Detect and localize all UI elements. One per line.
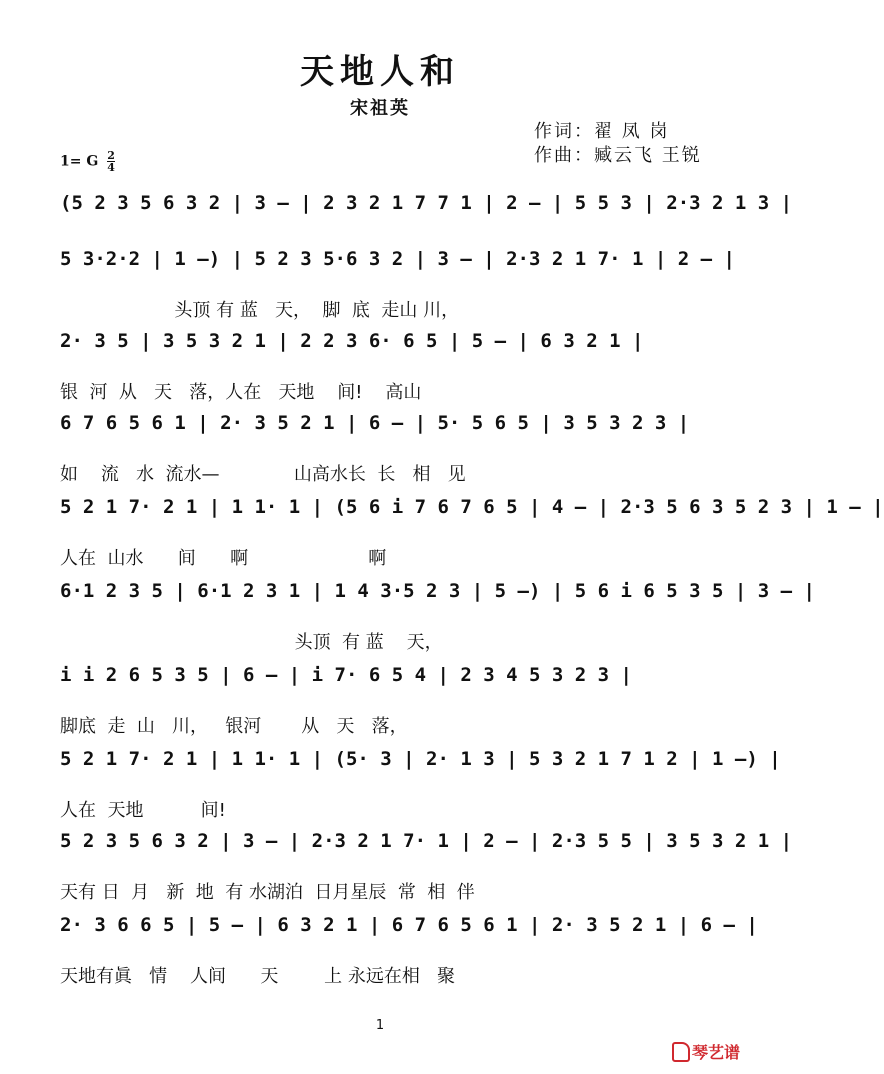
lyrics-line: 人在 山水 间 啊 啊 bbox=[60, 548, 387, 569]
notation-line: 6·1 2 3 5 | 6·1 2 3 1 | 1 4 3·5 2 3 | 5 –) | 5 6 i 6 5 3 5 | 3 – | bbox=[60, 580, 815, 602]
staff-system-9 bbox=[60, 830, 793, 910]
key-label: 1= G bbox=[60, 153, 99, 170]
notation-line: 5 2 1 7· 2 1 | 1 1· 1 | (5 6 i 7 6 7 6 5 | 4 – | 2·3 5 6 3 5 2 3 | 1 – | bbox=[60, 496, 884, 518]
staff-system-2 bbox=[60, 248, 735, 328]
staff-system-10 bbox=[60, 914, 758, 994]
site-watermark bbox=[672, 1040, 740, 1063]
notation-line: 5 2 3 5 6 3 2 | 3 – | 2·3 2 1 7· 1 | 2 – | 2·3 5 5 | 3 5 3 2 1 | bbox=[60, 830, 793, 852]
notation-line: (5 2 3 5 6 3 2 | 3 – | 2 3 2 1 7 7 1 | 2 – | 5 5 3 | 2·3 2 1 3 | bbox=[60, 192, 793, 214]
staff-system-4 bbox=[60, 412, 710, 492]
qinyipu-logo-icon bbox=[672, 1042, 690, 1062]
lyrics-line: 脚底 走 山 川， 银河 从 天 落， bbox=[60, 716, 408, 737]
watermark-text: 琴艺谱 bbox=[692, 1043, 741, 1062]
notation-line: 2· 3 6 6 5 | 5 – | 6 3 2 1 | 6 7 6 5 6 1 | 2· 3 5 2 1 | 6 – | bbox=[60, 914, 758, 936]
notation-line: i i 2 6 5 3 5 | 6 – | i 7· 6 5 4 | 2 3 4 5 3 2 3 | bbox=[60, 664, 632, 686]
lyrics-line: 头顶 有 蓝 天， bbox=[60, 632, 443, 653]
staff-system-3 bbox=[60, 330, 710, 410]
notation-line: 5 3·2·2 | 1 –) | 5 2 3 5·6 3 2 | 3 – | 2·3 2 1 7· 1 | 2 – | bbox=[60, 248, 735, 270]
lyrics-line: 天有 日 月 新 地 有 水湖泊 日月星辰 常 相 伴 bbox=[60, 882, 475, 903]
time-bottom: 4 bbox=[107, 161, 115, 174]
lyrics-line: 银 河 从 天 落，人在 天地 间! 高山 bbox=[60, 382, 422, 403]
staff-system-8 bbox=[60, 748, 781, 828]
lyrics-line: 天地有眞 情 人间 天 上 永远在相 聚 bbox=[60, 966, 456, 987]
lyricist-credit: 作词：翟 凤 岗 bbox=[534, 121, 670, 142]
notation-line: 5 2 1 7· 2 1 | 1 1· 1 | (5· 3 | 2· 1 3 | 5 3 2 1 7 1 2 | 1 –) | bbox=[60, 748, 781, 770]
song-title: 天地人和 bbox=[300, 52, 460, 92]
lyrics-line: 头顶 有 蓝 天， 脚 底 走山 川， bbox=[60, 300, 460, 321]
lyrics-line: 如 流 水 流水— 山高水长 长 相 见 bbox=[60, 464, 466, 485]
staff-system-5 bbox=[60, 496, 884, 576]
time-top: 2 bbox=[107, 149, 115, 162]
staff-system-6 bbox=[60, 580, 815, 660]
credits bbox=[534, 120, 702, 168]
lyrics-line: 人在 天地 间! bbox=[60, 800, 226, 821]
key-signature bbox=[60, 150, 115, 173]
composer-credit: 作曲：臧云飞 王锐 bbox=[534, 145, 702, 166]
time-signature bbox=[107, 150, 115, 173]
notation-line: 2· 3 5 | 3 5 3 2 1 | 2 2 3 6· 6 5 | 5 – | 6 3 2 1 | bbox=[60, 330, 644, 352]
page-number: 1 bbox=[375, 1018, 385, 1033]
notation-line: 6 7 6 5 6 1 | 2· 3 5 2 1 | 6 – | 5· 5 6 5 | 3 5 3 2 3 | bbox=[60, 412, 690, 434]
singer-name: 宋祖英 bbox=[350, 98, 410, 119]
staff-system-7 bbox=[60, 664, 710, 744]
